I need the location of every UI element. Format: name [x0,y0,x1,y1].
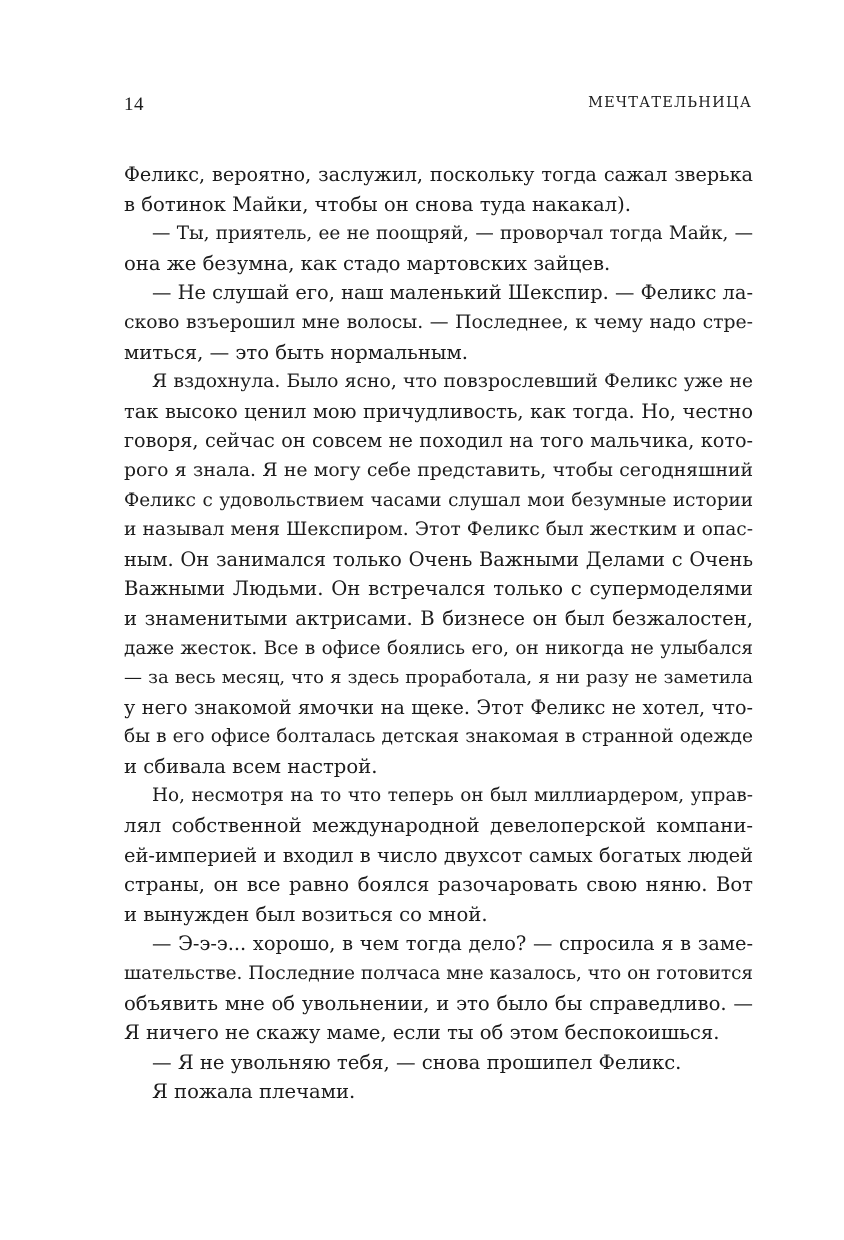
text-line: объявить мне об увольнении, и это было бы справедливо. — [124,991,753,1015]
text-line: так высоко ценил мою причудливость, как тогда. Но, честно [124,399,753,423]
text-line: лял собственной международной девелоперской компани- [124,814,753,838]
text-line: — Я не увольняю тебя, — снова прошипел Феликс. [152,1050,682,1074]
text-line: шательстве. Последние полчаса мне казалось, что он готовится [124,963,753,985]
text-line: — Э-э-э... хорошо, в чем тогда дело? — спросила я в заме- [152,932,753,956]
body-text [124,160,753,1107]
text-line: ей-империей и входил в число двухсот самых богатых людей [124,843,753,867]
text-line: страны, он все равно боялся разочаровать свою няню. Вот [124,873,753,897]
page-number: 14 [124,94,144,115]
text-line: Я пожала плечами. [152,1080,356,1104]
text-line: Феликс с удовольствием часами слушал мои безумные истории [124,489,753,511]
text-line: ным. Он занимался только Очень Важными Делами с Очень [124,547,753,571]
running-title: МЕЧТАТЕЛЬНИЦА [588,95,752,111]
text-line: сково взъерошил мне волосы. — Последнее, к чему надо стре- [124,311,753,333]
text-line: Я вздохнула. Было ясно, что повзрослевший Феликс уже не [152,371,753,393]
text-line: — Не слушай его, наш маленький Шекспир. — Феликс ла- [152,281,753,305]
text-line: в ботинок Майки, чтобы он снова туда накакал). [124,192,631,216]
text-line: и сбивала всем настрой. [124,754,378,778]
text-line: даже жесток. Все в офисе боялись его, он никогда не улыбался [124,637,753,659]
text-line: Я ничего не скажу маме, если ты об этом беспокоишься. [124,1021,720,1045]
text-line: Но, несмотря на то что теперь он был миллиардером, управ- [152,785,753,807]
text-line: — за весь месяц, что я здесь проработала, я ни разу не заметила [124,667,753,689]
text-line: Феликс, вероятно, заслужил, поскольку тогда сажал зверька [124,163,753,186]
text-line: и вынужден был возиться со мной. [124,902,488,926]
text-line: у него знакомой ямочки на щеке. Этот Феликс не хотел, что- [124,695,753,719]
text-line: и называл меня Шекспиром. Этот Феликс был жестким и опас- [124,519,753,541]
text-line: миться, — это быть нормальным. [124,340,468,364]
text-line: говоря, сейчас он совсем не походил на того мальчика, кото- [124,429,753,453]
text-line: она же безумна, как стадо мартовских зайцев. [124,251,611,275]
text-line: бы в его офисе болталась детская знакомая в странной одежде [124,726,753,748]
text-line: Важными Людьми. Он встречался только с супермоделями [124,577,753,601]
text-line: и знаменитыми актрисами. В бизнесе он был безжалостен, [124,606,753,630]
page-header [124,94,752,122]
text-line: — Ты, приятель, ее не поощряй, — проворчал тогда Майк, — [152,223,753,245]
text-line: рого я знала. Я не могу себе представить, чтобы сегодняшний [124,459,753,481]
